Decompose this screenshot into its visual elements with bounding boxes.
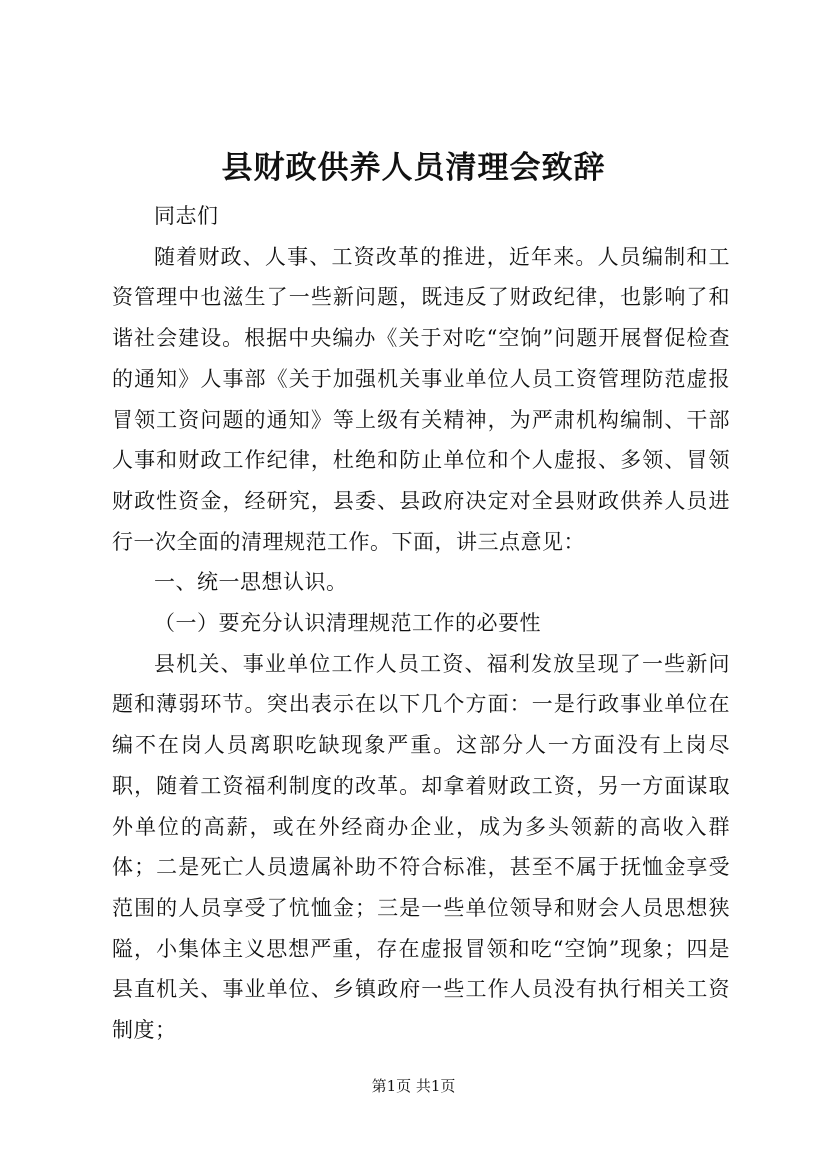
subsection-heading: （一）要充分认识清理规范工作的必要性 [154,611,541,636]
salutation-paragraph: 同志们 [154,204,219,228]
intro-paragraph: 随着财政、人事、工资改革的推进，近年来。人员编制和工资管理中也滋生了一些新问题，既违反了财政纪律，也影响了和谐社会建设。根据中央编办《关于对吃“空饷”问题开展督促检查的通知》人事部《关于加强机关事业单位人员工资管理防范虚报冒领工资问题的通知》等上级有关精神，为严肃机构编制、干部人事和财政工作纪律，杜绝和防止单位和个人虚报、多领、冒领财政性资金，经研究，县委、县政府决定对全县财政供养人员进行一次全面的清理规范工作。下面，讲三点意见： [112,244,730,554]
document-body [112,196,730,1051]
section-heading: 一、统一思想认识。 [154,570,348,595]
document-title: 县财政供养人员清理会致辞 [221,150,606,186]
page-footer: 第1页 共1页 [371,1077,456,1095]
body-paragraph: 县机关、事业单位工作人员工资、福利发放呈现了一些新问题和薄弱环节。突出表示在以下几个方面：一是行政事业单位在编不在岗人员离职吃缺现象严重。这部分人一方面没有上岗尽职，随着工资福利制度的改革。却拿着财政工资，另一方面谋取外单位的高薪，或在外经商办企业，成为多头领薪的高收入群体；二是死亡人员遗属补助不符合标准，甚至不属于抚恤金享受范围的人员享受了忼恤金；三是一些单位领导和财会人员思想狭隘，小集体主义思想严重，存在虚报冒领和吃“空饷”现象；四是县直机关、事业单位、乡镇政府一些工作人员没有执行相关工资制度； [112,651,730,1043]
